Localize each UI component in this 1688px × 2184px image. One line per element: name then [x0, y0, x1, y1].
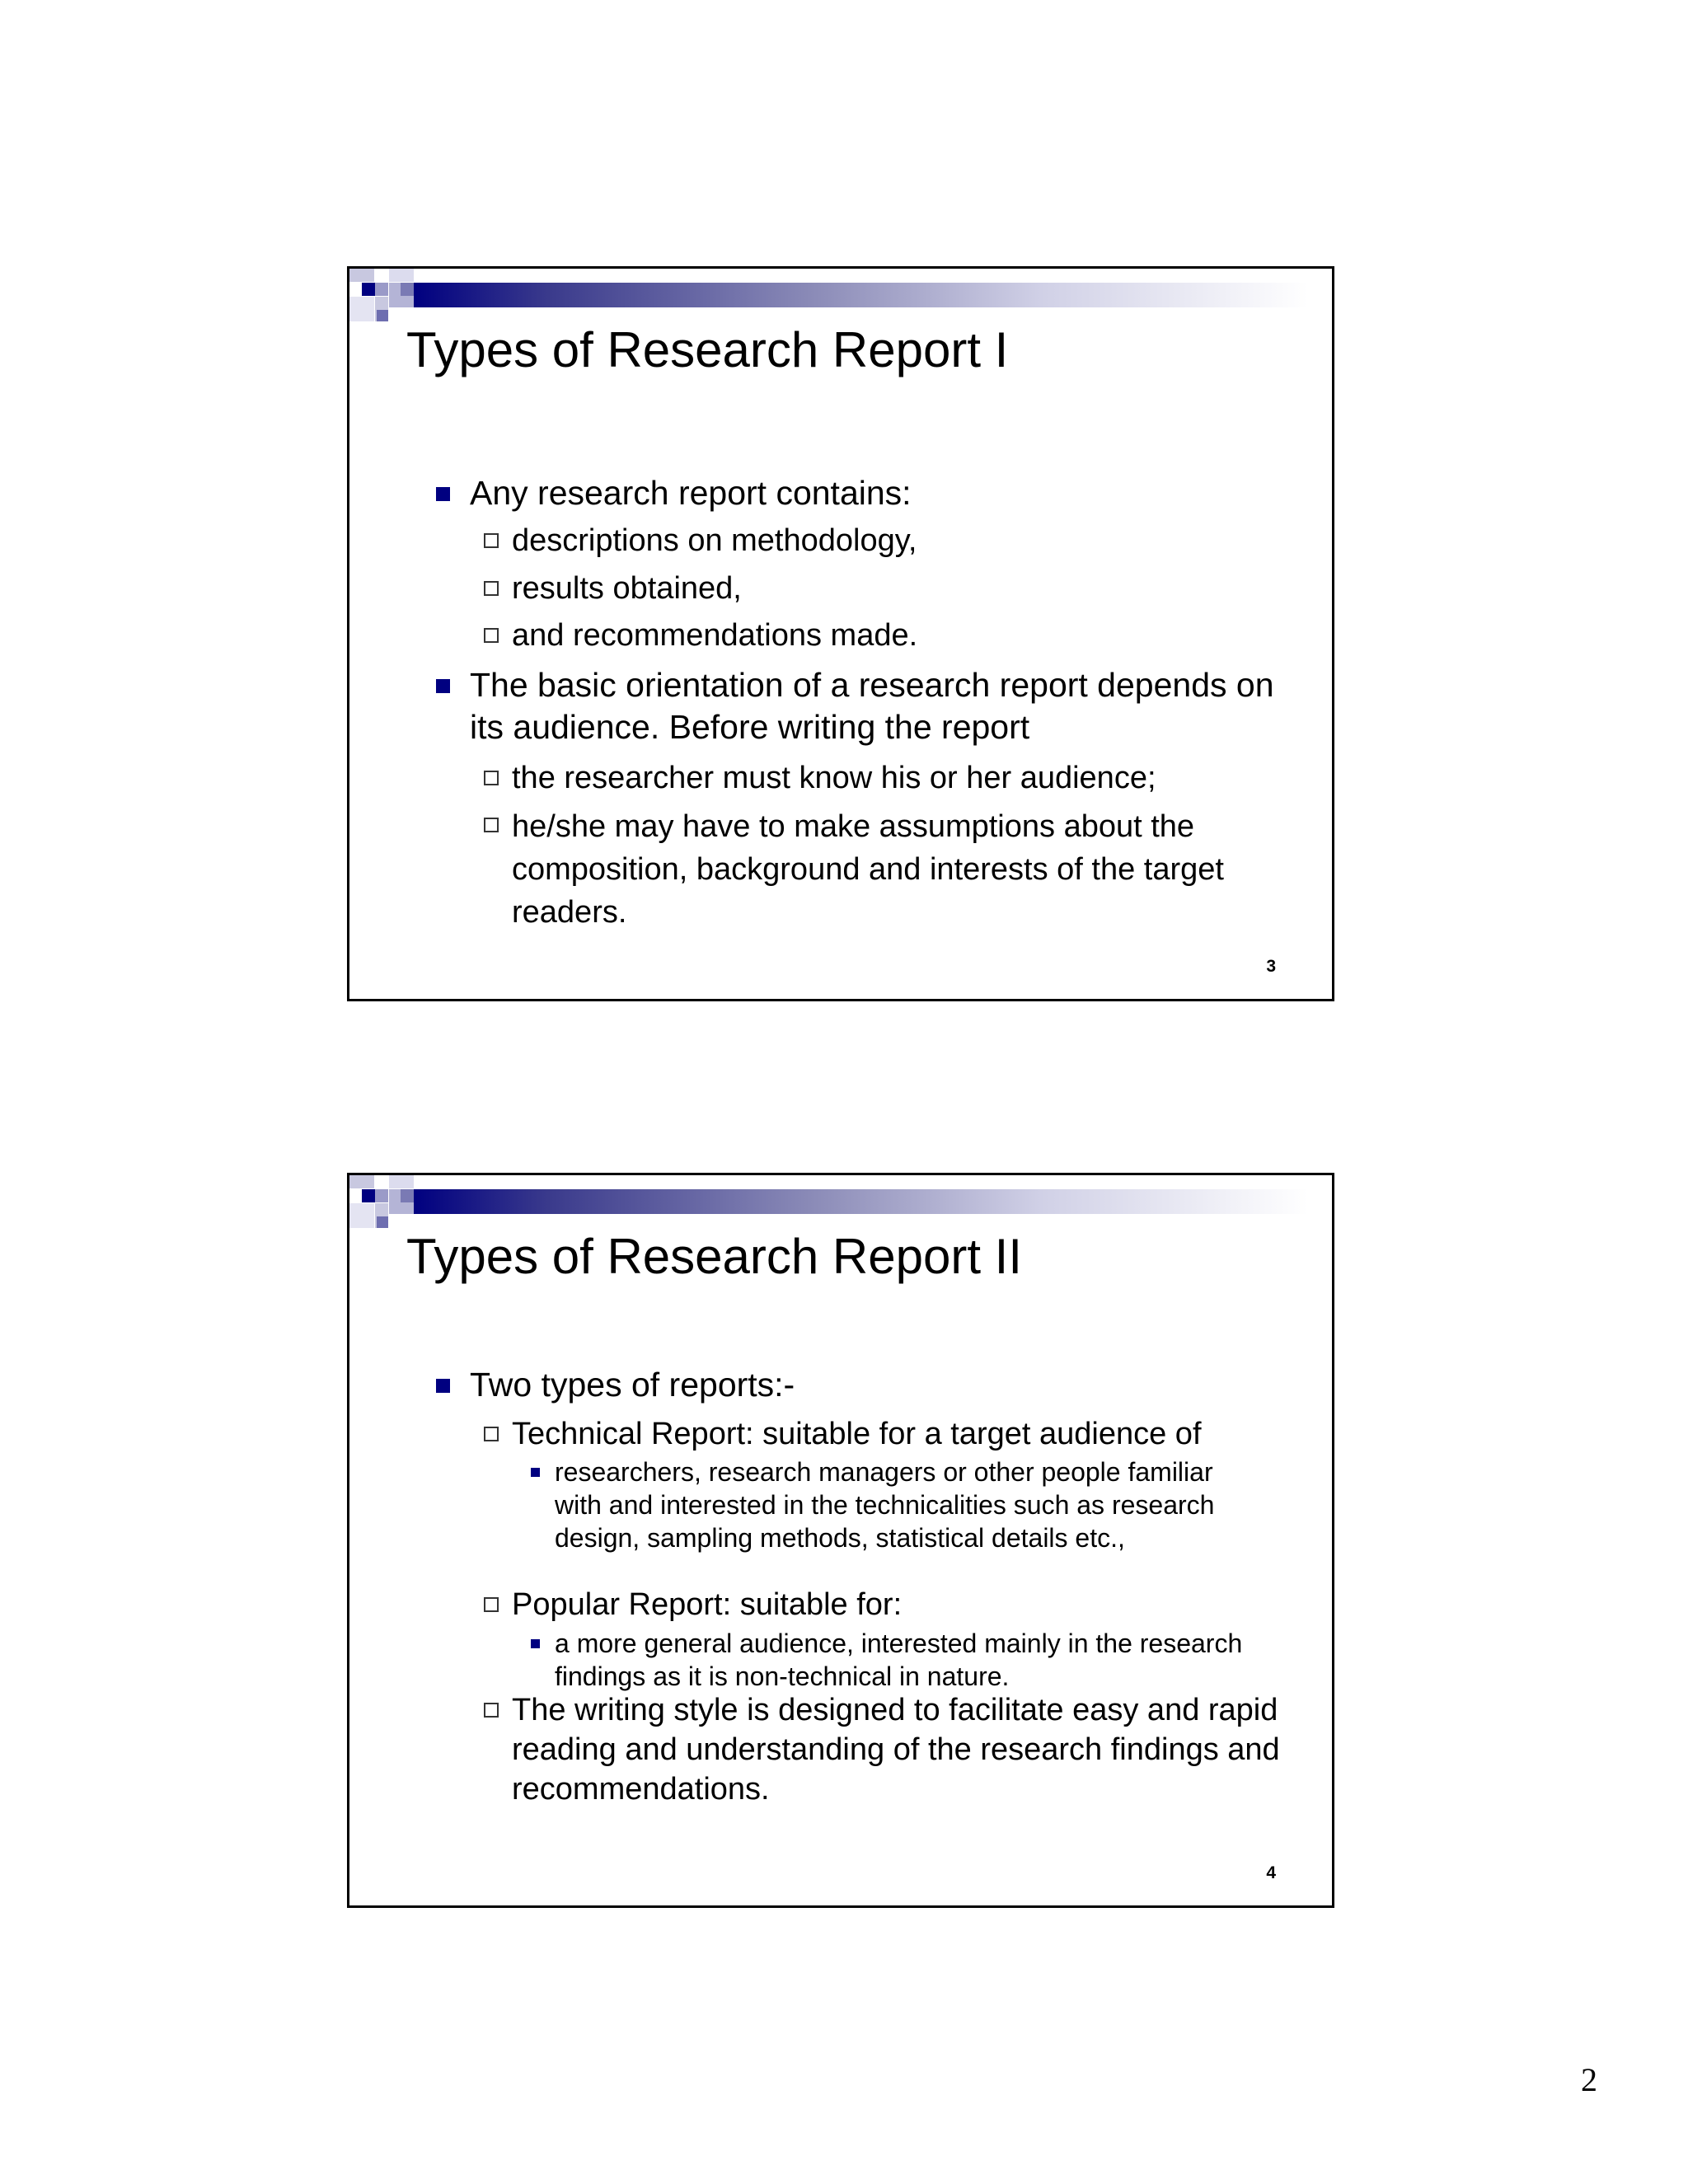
- checkbox-bullet-icon: [484, 581, 499, 596]
- banner-square: [375, 283, 388, 296]
- list-item: [512, 569, 1287, 608]
- square-bullet-icon: [436, 679, 450, 693]
- slide-number: 4: [1266, 1863, 1276, 1882]
- list-item: [512, 1585, 1287, 1624]
- banner-square: [349, 1175, 374, 1188]
- list-item-text: descriptions on methodology,: [512, 523, 917, 558]
- list-item-text: Two types of reports:-: [470, 1366, 795, 1404]
- banner-square: [389, 1175, 414, 1188]
- slide-title: Types of Research Report I: [406, 322, 1009, 377]
- square-bullet-icon: [436, 1379, 450, 1393]
- checkbox-bullet-icon: [484, 771, 499, 785]
- list-item: [512, 616, 1287, 655]
- slide-title: Types of Research Report II: [406, 1229, 1023, 1284]
- banner-square: [389, 269, 414, 282]
- banner-square: [349, 269, 374, 282]
- square-bullet-icon: [531, 1639, 540, 1648]
- banner-square: [377, 1216, 388, 1228]
- list-item-text: the researcher must know his or her audience;: [512, 761, 1156, 795]
- list-item: [512, 1414, 1287, 1454]
- banner-square: [349, 1203, 374, 1228]
- banner-square: [375, 1189, 388, 1202]
- list-item-text: researchers, research managers or other people familiar with and interested in the technicalities such as research design, sampling methods, statistical details etc.,: [555, 1457, 1215, 1553]
- list-item-text: results obtained,: [512, 571, 742, 606]
- list-item: [555, 1455, 1264, 1554]
- square-bullet-icon: [531, 1468, 540, 1477]
- checkbox-bullet-icon: [484, 1703, 499, 1718]
- list-item: [512, 805, 1287, 934]
- list-item-text: The basic orientation of a research report depends on its audience. Before writing the report: [470, 666, 1274, 746]
- checkbox-bullet-icon: [484, 628, 499, 643]
- checkbox-bullet-icon: [484, 1597, 499, 1612]
- checkbox-bullet-icon: [484, 533, 499, 548]
- square-bullet-icon: [436, 487, 450, 501]
- list-item-text: Technical Report: suitable for a target audience of: [512, 1417, 1202, 1451]
- list-item-text: Any research report contains:: [470, 474, 912, 512]
- banner-square: [362, 283, 375, 296]
- list-item-text: and recommendations made.: [512, 618, 918, 653]
- list-item-text: The writing style is designed to facilitate easy and rapid reading and understanding of the research findings and recommendations.: [512, 1693, 1280, 1807]
- banner-square: [401, 283, 414, 296]
- title-banner: [414, 283, 1308, 307]
- slide-3: [347, 266, 1334, 1001]
- banner-square: [362, 1189, 375, 1202]
- list-item: [512, 1690, 1287, 1809]
- page-number: 2: [1581, 2061, 1597, 2098]
- list-item-text: he/she may have to make assumptions about the composition, background and interests of the target readers.: [512, 809, 1224, 930]
- list-item-text: Popular Report: suitable for:: [512, 1587, 903, 1622]
- banner-square: [401, 1189, 414, 1202]
- checkbox-bullet-icon: [484, 818, 499, 832]
- list-item: [470, 664, 1286, 748]
- title-banner: [414, 1189, 1308, 1214]
- checkbox-bullet-icon: [484, 1427, 499, 1441]
- list-item: [555, 1627, 1264, 1693]
- list-item: [470, 472, 1286, 514]
- slide-number: 3: [1266, 957, 1276, 976]
- slide-4: [347, 1173, 1334, 1908]
- banner-square: [377, 310, 388, 321]
- list-item-text: a more general audience, interested mainly in the research findings as it is non-technical in nature.: [555, 1629, 1243, 1691]
- list-item: [470, 1364, 1286, 1406]
- banner-square: [349, 297, 374, 321]
- list-item: [512, 521, 1287, 560]
- list-item: [512, 758, 1287, 798]
